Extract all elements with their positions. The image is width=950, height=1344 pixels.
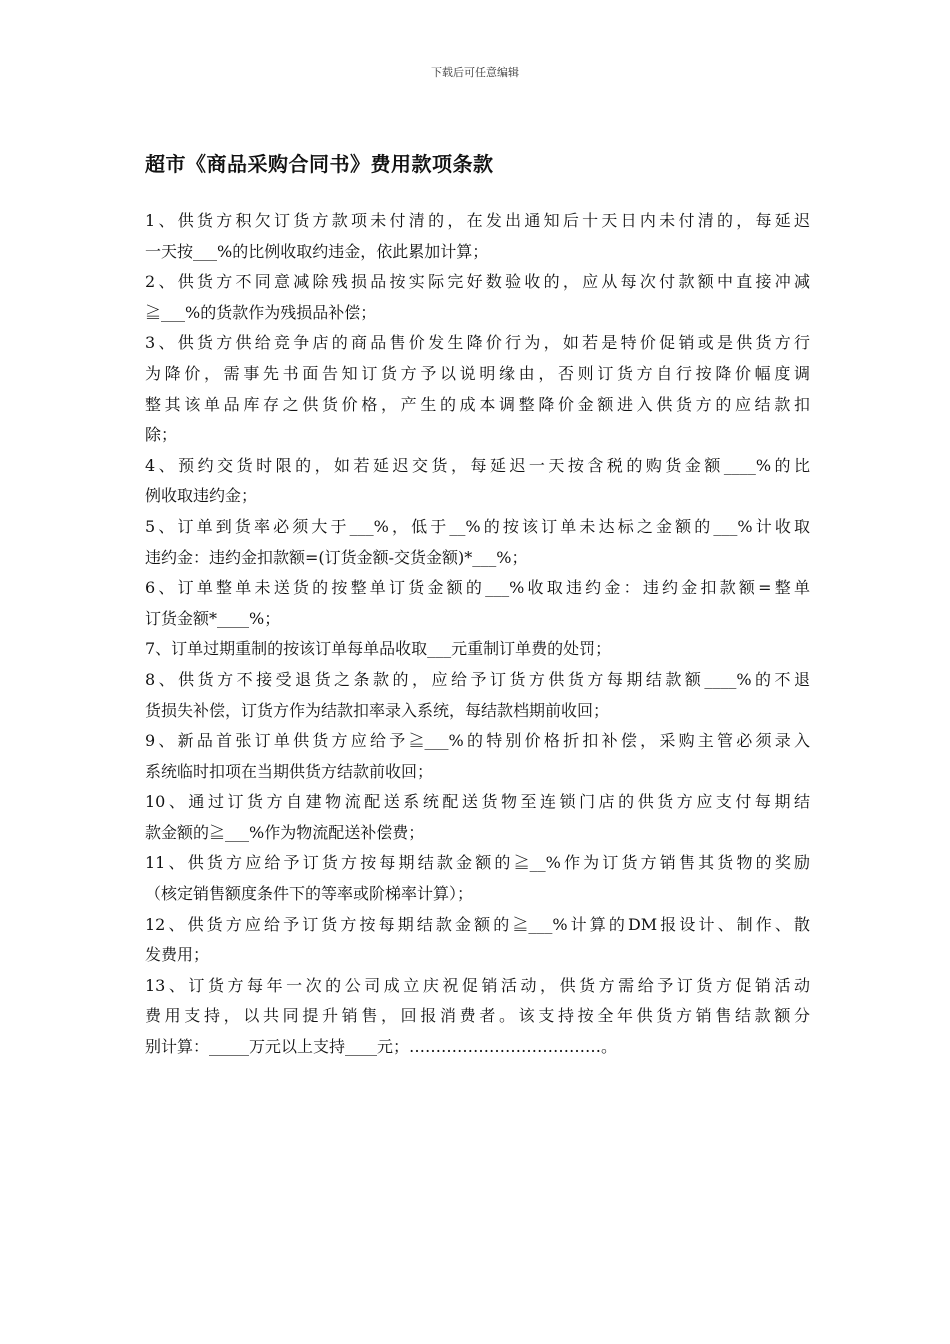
clause-line: 10、通过订货方自建物流配送系统配送货物至连锁门店的供货方应支付每期结 [145,792,810,812]
clause-line: 1、供货方积欠订货方款项未付清的，在发出通知后十天日内未付清的，每延迟 [145,211,810,230]
clause-line: 为降价，需事先书面告知订货方予以说明缘由，否则订货方自行按降价幅度调 [145,363,810,383]
clause-line: 11、供货方应给予订货方按每期结款金额的≧__%作为订货方销售其货物的奖励 [145,853,810,873]
clause-line: 3、供货方供给竞争店的商品售价发生降价行为，如若是特价促销或是供货方行 [145,333,810,353]
clause-line: 例收取违约金； [145,486,258,506]
clause-line: ≧___%的货款作为残损品补偿； [145,302,377,322]
clause-line: 发费用； [145,945,210,965]
clause-line: 12、供货方应给予订货方按每期结款金额的≧___%计算的DM报设计、制作、散 [145,914,810,934]
clause-line: 违约金：违约金扣款额=(订货金额-交货金额)*___%； [145,547,528,567]
clause-line: 4、预约交货时限的，如若延迟交货，每延迟一天按含税的购货金额____%的比 [145,455,810,475]
clause-line: 货损失补偿，订货方作为结款扣率录入系统，每结款档期前收回； [145,700,610,720]
clause-line: 整其该单品库存之供货价格，产生的成本调整降价金额进入供货方的应结款扣 [145,394,810,414]
clause-line: 一天按___%的比例收取约违金，依此累加计算； [145,241,489,261]
clause-line: 2、供货方不同意减除残损品按实际完好数验收的，应从每次付款额中直接冲减 [145,272,810,292]
clause-line: 8、供货方不接受退货之条款的，应给予订货方供货方每期结款额____%的不退 [145,669,810,689]
header-note: 下载后可任意编辑 [431,66,519,79]
clause-body [145,206,810,1063]
clause-line: 13、订货方每年一次的公司成立庆祝促销活动，供货方需给予订货方促销活动 [145,975,810,995]
clause-line: 6、订单整单未送货的按整单订货金额的___%收取违约金：违约金扣款额=整单 [145,578,810,598]
clause-line: 系统临时扣项在当期供货方结款前收回； [145,761,434,781]
document-title: 超市《商品采购合同书》费用款项条款 [145,152,494,176]
clause-line: 5、订单到货率必须大于___%，低于__%的按该订单未达标之金额的___%计收取 [145,516,810,536]
clause-line: 7、订单过期重制的按该订单每单品收取___元重制订单费的处罚； [145,639,612,659]
clause-line: 别计算：_____万元以上支持____元；………………………………。 [145,1037,618,1057]
clause-line: 除； [145,425,178,445]
clause-line: 费用支持，以共同提升销售，回报消费者。该支持按全年供货方销售结款额分 [145,1006,810,1026]
clause-line: （核定销售额度条件下的等率或阶梯率计算）； [145,884,474,904]
clause-line: 款金额的≧___%作为物流配送补偿费； [145,822,425,842]
clause-line: 订货金额*____%； [145,608,281,628]
clause-line: 9、新品首张订单供货方应给予≧___%的特别价格折扣补偿，采购主管必须录入 [145,731,810,751]
